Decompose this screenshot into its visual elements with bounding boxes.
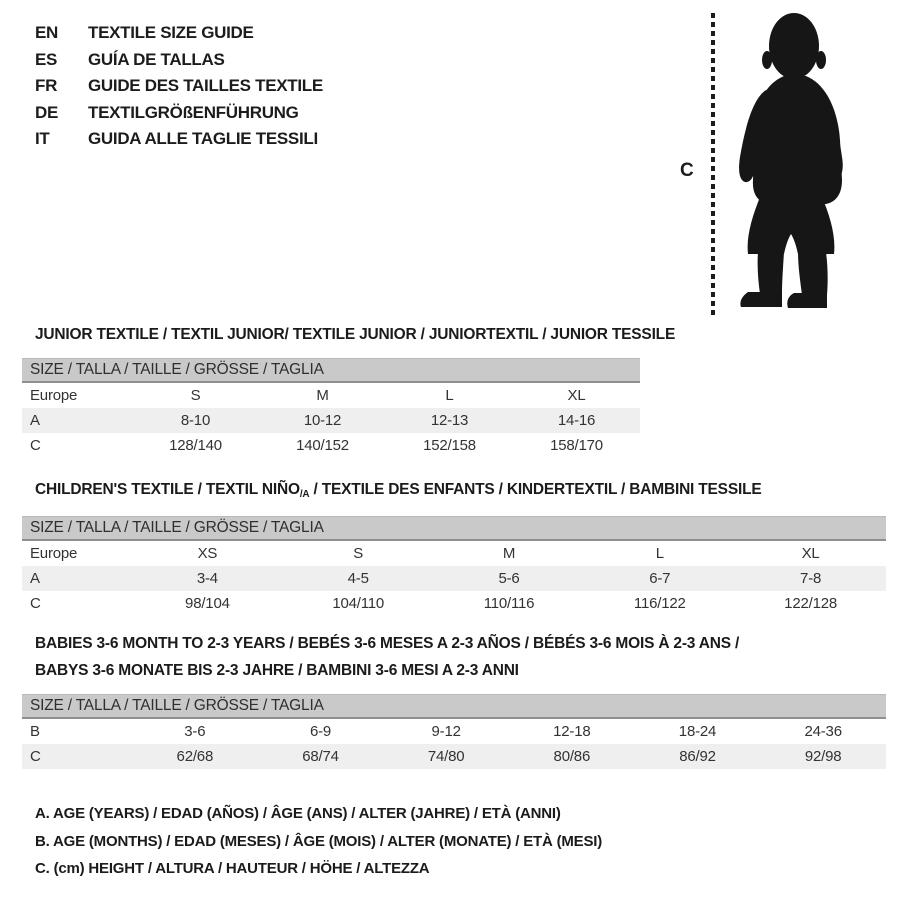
legend-line-a: A. AGE (YEARS) / EDAD (AÑOS) / ÂGE (ANS) / ALTER (JAHRE) / ETÀ (ANNI) — [35, 805, 561, 822]
table-row-age — [22, 566, 886, 591]
measurement-legend — [35, 800, 602, 883]
age-cell: 6-7 — [649, 570, 671, 587]
junior-size-table — [22, 358, 640, 458]
height-cell: 140/152 — [296, 437, 349, 454]
height-measure-dotted-line — [711, 13, 715, 316]
language-row — [35, 126, 323, 153]
height-cell: 86/92 — [679, 748, 716, 765]
language-row — [35, 100, 323, 127]
table-row-europe — [22, 383, 640, 408]
children-size-table — [22, 516, 886, 616]
height-cell: 152/158 — [423, 437, 476, 454]
height-cell: 128/140 — [169, 437, 222, 454]
children-title-subscript: /A — [299, 489, 310, 500]
size-cell: M — [502, 545, 516, 562]
guide-title: GUIDA ALLE TAGLIE TESSILI — [88, 129, 318, 148]
height-cell: 116/122 — [633, 595, 686, 612]
height-measure-label: C — [680, 160, 694, 181]
table-row-height — [22, 744, 886, 769]
size-cell: L — [655, 545, 664, 562]
language-code: EN — [35, 23, 59, 42]
guide-title: TEXTILGRÖßENFÜHRUNG — [88, 102, 299, 122]
children-title-pre: CHILDREN'S TEXTILE / TEXTIL NIÑO — [35, 481, 300, 498]
guide-title: GUÍA DE TALLAS — [88, 49, 225, 69]
age-cell: 3-4 — [196, 570, 218, 587]
age-cell: 14-16 — [557, 412, 596, 429]
height-cell: 104/110 — [332, 595, 385, 612]
row-label: Europe — [30, 545, 78, 562]
language-code: DE — [35, 102, 59, 122]
age-cell: 6-9 — [309, 723, 332, 740]
height-cell: 98/104 — [185, 595, 230, 612]
children-section-title — [35, 480, 761, 504]
height-cell: 110/116 — [483, 595, 535, 612]
row-label: A — [30, 412, 40, 429]
size-table-header: SIZE / TALLA / TAILLE / GRÖSSE / TAGLIA — [22, 358, 640, 383]
row-label: C — [30, 748, 41, 765]
babies-section-title — [35, 630, 739, 684]
guide-title: TEXTILE SIZE GUIDE — [88, 23, 254, 42]
size-cell: XS — [197, 545, 218, 562]
age-cell: 9-12 — [431, 723, 461, 740]
age-cell: 4-5 — [347, 570, 369, 587]
guide-title: GUIDE DES TAILLES TEXTILE — [88, 76, 323, 95]
row-label: B — [30, 723, 40, 740]
age-cell: 8-10 — [180, 412, 211, 429]
age-cell: 12-13 — [430, 412, 469, 429]
row-label: Europe — [30, 387, 78, 404]
row-label: C — [30, 437, 41, 454]
age-cell: 10-12 — [303, 412, 342, 429]
table-row-age — [22, 408, 640, 433]
language-row — [35, 47, 323, 74]
babies-title-line2: BABYS 3-6 MONATE BIS 2-3 JAHRE / BAMBINI 3-6 MESI A 2-3 ANNI — [35, 662, 519, 679]
size-table-header: SIZE / TALLA / TAILLE / GRÖSSE / TAGLIA — [22, 694, 886, 719]
legend-line-b: B. AGE (MONTHS) / EDAD (MESES) / ÂGE (MOIS) / ALTER (MONATE) / ETÀ (MESI) — [35, 832, 603, 850]
age-cell: 12-18 — [553, 723, 591, 740]
legend-line-c: C. (cm) HEIGHT / ALTURA / HAUTEUR / HÖHE / ALTEZZA — [35, 860, 430, 877]
size-cell: S — [190, 387, 201, 404]
height-cell: 158/170 — [550, 437, 603, 454]
age-cell: 7-8 — [800, 570, 822, 587]
babies-title-line1: BABIES 3-6 MONTH TO 2-3 YEARS / BEBÉS 3-6 MESES A 2-3 AÑOS / BÉBÉS 3-6 MOIS À 2-3 ANS / — [35, 635, 740, 652]
size-cell: XL — [567, 387, 586, 404]
language-code: ES — [35, 49, 58, 69]
table-row-europe — [22, 541, 886, 566]
language-code: FR — [35, 76, 58, 95]
age-cell: 5-6 — [498, 570, 520, 587]
language-row — [35, 73, 323, 100]
height-cell: 74/80 — [427, 748, 465, 765]
size-cell: M — [316, 387, 329, 404]
age-cell: 18-24 — [678, 723, 717, 740]
toddler-silhouette-illustration — [726, 12, 850, 312]
size-cell: XL — [801, 545, 820, 562]
size-table-header: SIZE / TALLA / TAILLE / GRÖSSE / TAGLIA — [22, 516, 886, 541]
age-cell: 3-6 — [184, 723, 206, 740]
language-title-list — [35, 20, 323, 153]
height-cell: 68/74 — [302, 748, 339, 765]
children-title-post: / TEXTILE DES ENFANTS / KINDERTEXTIL / BAMBINI TESSILE — [309, 481, 762, 498]
language-code: IT — [35, 129, 50, 148]
height-cell: 92/98 — [804, 748, 842, 765]
row-label: C — [30, 595, 41, 612]
junior-section-title: JUNIOR TEXTILE / TEXTIL JUNIOR/ TEXTILE JUNIOR / JUNIORTEXTIL / JUNIOR TESSILE — [35, 326, 676, 343]
height-cell: 80/86 — [553, 748, 591, 765]
size-cell: S — [353, 545, 364, 562]
table-row-height — [22, 433, 640, 458]
height-cell: 62/68 — [176, 748, 214, 765]
babies-size-table — [22, 694, 886, 769]
size-cell: L — [445, 387, 454, 404]
table-row-height — [22, 591, 886, 616]
row-label: A — [30, 570, 40, 587]
height-cell: 122/128 — [784, 595, 837, 612]
table-row-age-months — [22, 719, 886, 744]
language-row — [35, 20, 323, 47]
age-cell: 24-36 — [804, 723, 842, 740]
